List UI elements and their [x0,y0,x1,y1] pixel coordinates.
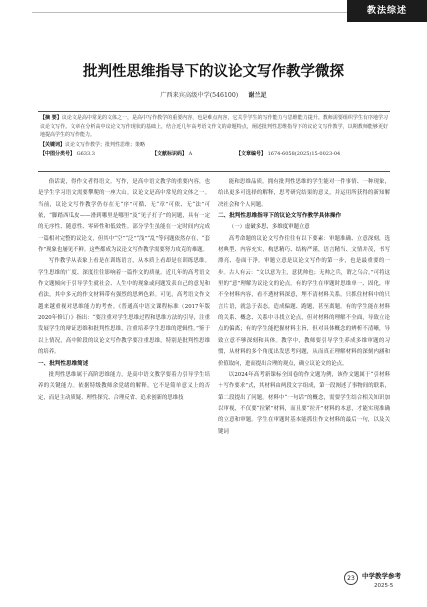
section-heading: 二、批判性思维指导下的议论文写作教学具体操作 [218,213,342,220]
art-value: 1674-6058(2025)15-0023-04 [267,151,341,157]
author-affiliation: 广西来宾高级中学(546100) [160,92,239,99]
art-label: 【文章编号】 [236,151,267,157]
article-title: 批判性思维指导下的议论文写作教学微探 [83,64,344,80]
page-footer [344,569,408,597]
keywords [40,141,388,150]
body-paragraph: 以2024年高考新课标全国卷的作文题为例，该作文题属于“引材料＋写作要求”式，其材料由两段文字组成，第一段阐述了事物间的联系，第二段提出了问题。材料中“一句话”的概念，需要学生结合相关知识加以审视，不仅要“拉紧”材料，而且要“拉开”材料的本意，才能实现准确的立意和审题。学生在审题时基本能抓住作文材料的最后一句，以及关键词 [218,371,390,435]
doc-value: A [188,151,193,157]
keywords-text: 议论文写作教学；批判性思维；策略 [65,142,146,148]
section-heading: 一、批判性思维简述 [38,360,89,367]
body-paragraph: 写作教学从表象上看是在训练语言，从本质上看却是在训练思维。学生思维的广度、深度往往影响着一篇作文的质量。近几年的高考语文作文题倾向于引导学生就社会、人生中的现象或问题发表自己的意见和看法，其中多元的作文材料带有强烈的思辨色彩。可见，高考语文作文越来越重视对思维能力的考查。《普通高中语文课程标准（2017年版2020年修订）》指出：“要注重对学生思维过程和思维方法的引导，注重发展学生的辩证思维和批判性思维，注重培养学生思维的逻辑性。”鉴于以上情况，高中阶段的议论文写作教学要注重思维，特别是批判性思维的培养。 [38,258,210,356]
page-number: 23 [344,571,358,585]
author-line [20,90,407,99]
journal-name: 中学教学参考 [362,572,401,580]
clc-value: G633.3 [76,151,95,157]
abstract-text: 议论文是高中常见的文体之一，是高中写作教学的重要内容，也是难点内容，它关乎学生的写作能力与思维能力提升。教师需要组织学生有序地学习议论文写作。文章在分析高中议论文写作现状的基础上，结合近几年高考语文作文的命题特点，阐述批判性思维指导下的议论文写作教学，以期教师能够更好地提高学生的写作能力。 [40,115,388,139]
body-paragraph: 俗话说，得作文者得语文。写作，是高中语文教学的重要内容，也是学生学习语文需要攀爬的一座大山。议论文是高中常见的文体之一。当前，议论文写作教学仍存在无“序”可循、无“章”可依、无“法”可依，“脚踏西瓜皮——滑到哪里是哪里”及“见子打子”的问题，具有一定的无序性、随意性、零碎性和低效性。部分学生虽能在一定时间内完成一篇相对完整的议论文，但其中“空”“泛”“浅”“乱”等问题依然存在，“套作”现象也屡见不鲜。这些都成为议论文写作教学需要努力攻克的难题。 [38,179,210,254]
section-heading: （一）虚破多思，多维度审题立意 [228,224,310,231]
clc-label: 【中图分类号】 [40,151,76,157]
right-column [218,177,390,562]
body-paragraph: 批判性思维属于高阶思维能力，是高中语文教学要着力引导学生培养的关键能力。依据特级教师余党绪的解释，它不是简单意义上的否定，而是主动质疑、理性探究、合理反省、追求创新的思维技 [38,371,210,401]
article-number [236,150,340,157]
author-name: 谢兰足 [248,92,267,99]
doc-label: 【文献标识码】 [152,151,188,157]
classification-codes [40,150,388,159]
abstract-label: 【摘 要】 [40,115,62,121]
column-tag-label: 教法综述 [366,6,407,16]
abstract [40,114,388,140]
body-paragraph: 高考命题的议论文写作往往有以下要素：审题准确、立意深刻，选材典型、内容充实，构思精巧、结构严谨，语言精当、文情并茂，书写漂亮、卷面干净。审题立意是议论文写作的第一步，也是最重要的一步。古人有云：“文以意为主，意犹帅也；无帅之兵，谓之乌合。”可将这里的“意”理解为议论文的论点。有的学生在审题时思维单一、固化，审不全材料内容，看不透材料深意，埋不清材料关系，只抓住材料中的只言片语，就急于表态，造成偏题、跑题，甚至离题。有的学生能在材料的关系、概念、关系中寻找立论点，但对材料的理解不全面，导致立论点的偏离；有的学生能把握材料主旨，但对具体概念的辨析不清晰，导致立意不够深刻和具体。教学中，教师要引导学生养成多维审题的习惯，从材料的多个角度出发思考问题，从而真正理解材料的深刻内涵和价值取向，进而提出合理的观点，确立议论文的论点。 [218,235,390,367]
body-paragraph: 能和思维品质。拥有批判性思维的学生能对一件事情、一种现象，给出更多可选择的解释，思考研究结果的意义，并运用所获得的新知解决社会和个人问题。 [218,179,390,208]
doc-code [152,150,192,157]
clc-code [40,150,95,157]
keywords-label: 【关键词】 [40,142,66,148]
left-column [38,177,210,562]
column-tag [347,0,427,22]
issue-number: 2025·5 [374,583,394,589]
header-rule [32,12,347,13]
